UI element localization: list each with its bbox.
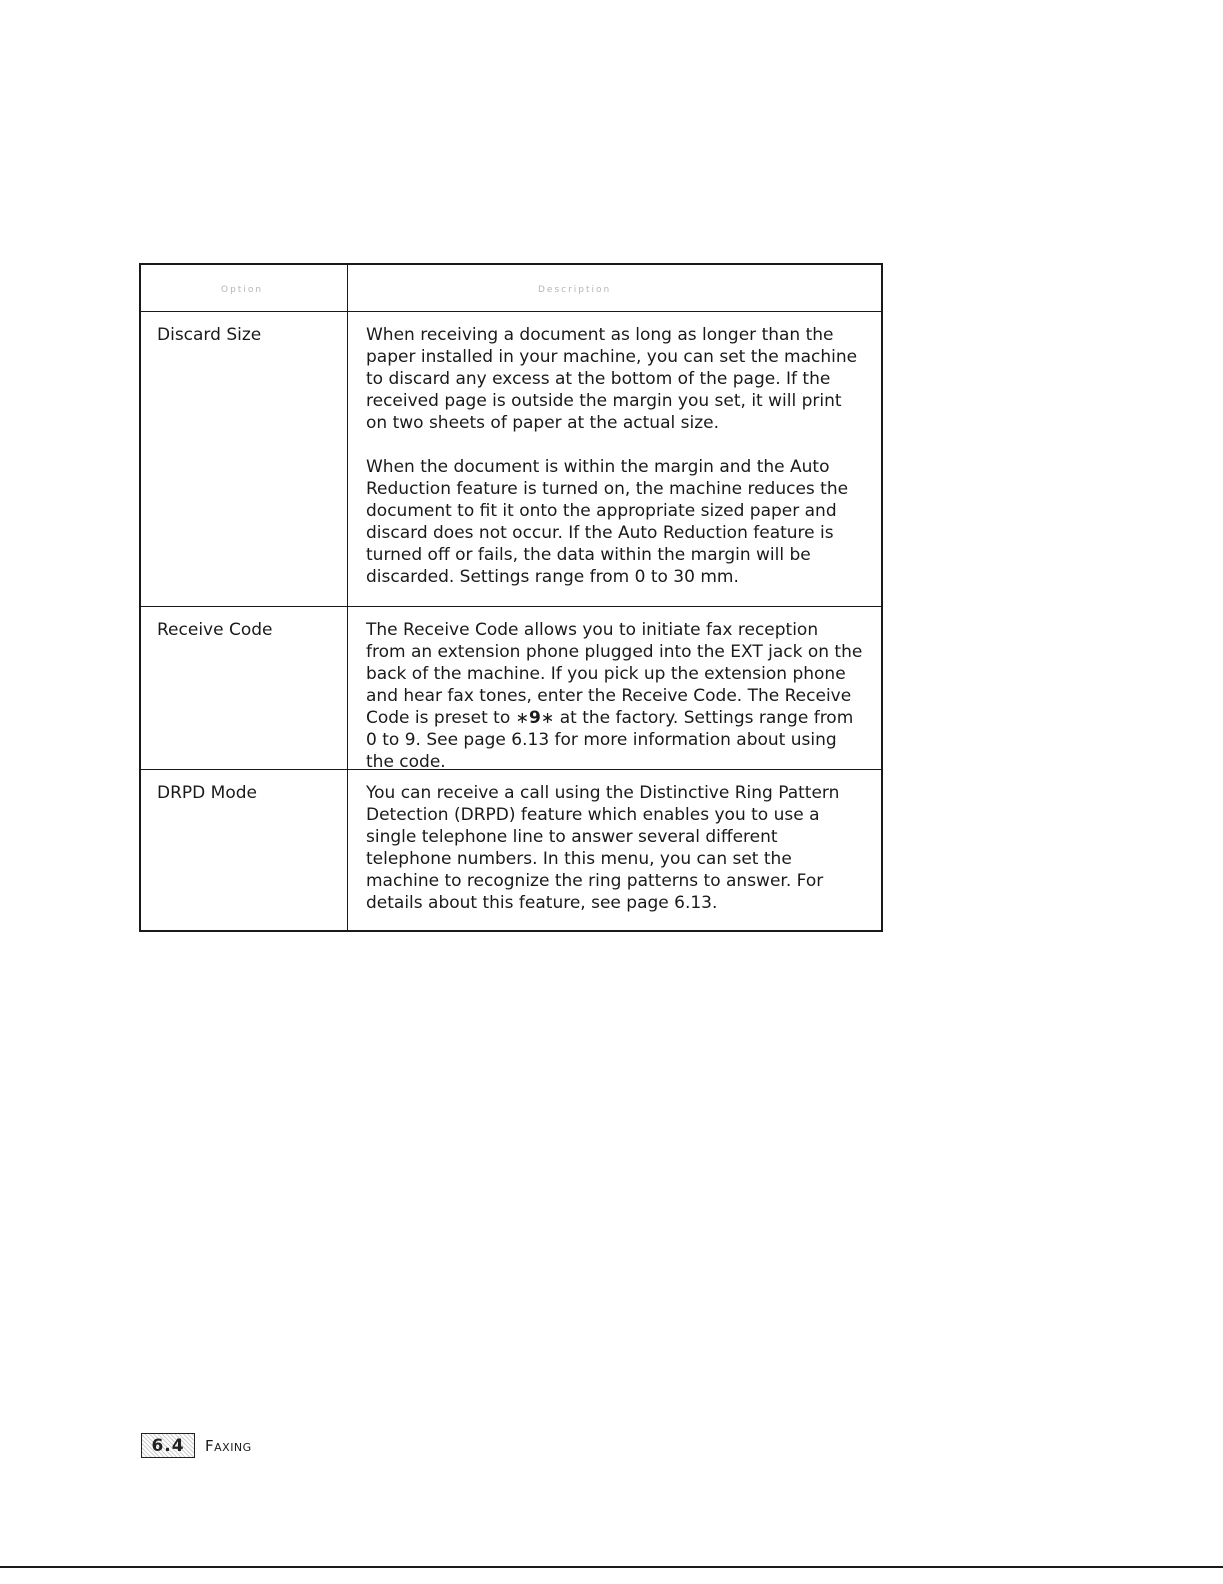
section-label: Faxing <box>205 1436 252 1455</box>
header-description: Description <box>538 285 612 295</box>
description-paragraph: You can receive a call using the Distinctive Ring Pattern Detection (DRPD) feature which enables you to use a single telephone line to answer several different telephone numbers. In this menu, you can set the machine to recognize the ring patterns to answer. For details about this feature, see page 6.13. <box>366 783 840 913</box>
table-header-row <box>141 265 881 311</box>
star-icon: ∗ <box>515 708 530 727</box>
text-before-code: The Receive Code allows you to initiate fax reception from an extension phone plugged into the EXT jack on the back of the machine. If you pick up the extension phone and hear fax tones, enter the Receive Code. The Receive Code is preset to <box>366 620 863 728</box>
page-footer <box>141 1433 252 1458</box>
setting-name: Receive Code <box>141 607 348 769</box>
setting-description <box>348 770 881 930</box>
header-setting: Option <box>141 265 348 311</box>
table-row <box>141 606 881 772</box>
description-paragraph: When receiving a document as long as longer than the paper installed in your machine, you can set the machine to discard any excess at the bottom of the page. If the received page is outside the margin you set, it will print on two sheets of paper at the actual size. <box>366 325 858 433</box>
code-digit: 9 <box>529 708 541 728</box>
text-after-code: at the factory. Settings range from 0 to 9. See page 6.13 for more information about using the code. <box>366 708 854 772</box>
setting-name: DRPD Mode <box>141 770 348 930</box>
page-number-badge: 6.4 <box>141 1433 195 1458</box>
description-paragraph: When the document is within the margin and the Auto Reduction feature is turned on, the machine reduces the document to fit it onto the appropriate sized paper and discard does not occur. If the Auto Reduction feature is turned off or fails, the data within the margin will be discarded. Settings range from 0 to 30 mm. <box>366 457 849 587</box>
description-paragraph <box>366 619 863 773</box>
table-row <box>141 311 881 606</box>
setting-description <box>348 312 881 606</box>
bottom-rule <box>0 1566 1223 1568</box>
table-row <box>141 769 881 930</box>
setting-name: Discard Size <box>141 312 348 606</box>
star-icon: ∗ <box>540 708 555 727</box>
setting-description <box>348 607 881 772</box>
settings-table <box>139 263 883 932</box>
